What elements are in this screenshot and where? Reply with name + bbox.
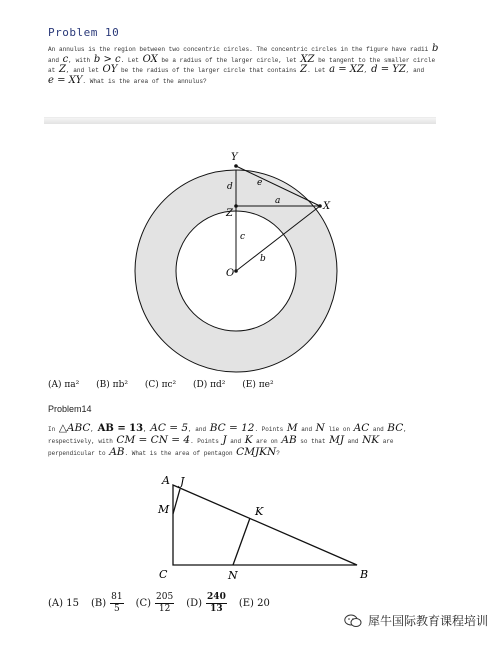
label-c: C [159,568,168,581]
choice-d[interactable]: (D) πd² [193,380,226,390]
math-expression: M [286,422,298,434]
text-line: and c, with b > c. Let OX be a radius of the larger circle, let XZ be tangent to the smaller circle [48,53,436,65]
label-o: O [226,268,235,279]
wechat-icon [344,614,362,628]
math-expression: AB [109,446,125,458]
math-expression: d = YZ [371,64,406,76]
math-expression: CM = CN = 4 [116,434,191,446]
choice-e[interactable]: (E) πe² [242,380,274,390]
choice-b[interactable]: (B) πb² [96,380,128,390]
triangle-figure [0,460,502,585]
fraction: $\frac{205}{12}$ [156,592,174,614]
label-y: Y [231,152,238,163]
label-x: X [323,201,331,212]
math-expression: K [244,434,253,446]
math-expression: J [222,434,227,446]
triangle-abc [173,485,357,565]
problem-14-choices [48,592,282,615]
label-b: b [260,254,266,264]
choice-a[interactable]: (A) 15 [48,598,79,609]
choice-a[interactable]: (A) πa² [48,380,80,390]
label-m: M [158,503,170,516]
math-expression: MJ [329,434,345,446]
choice-b[interactable]: (B) $\frac{81}{5}$ [90,592,123,614]
segment-mj [173,489,180,514]
label-b: B [360,568,369,581]
text-line: at Z, and let OY be the radius of the larger circle that contains Z. Let a = XZ, d = YZ, and [48,64,425,76]
choice-e[interactable]: (E) 20 [238,598,270,609]
label-n: N [228,569,238,582]
math-expression: Z [58,64,66,76]
problem-14-text [48,423,443,459]
fraction: $\frac{81}{5}$ [111,592,123,614]
math-expression: AC [353,422,370,434]
math-expression: AB = 13 [97,423,144,434]
choice-c[interactable]: (C) $\frac{205}{12}$ [135,592,174,614]
choice-d[interactable]: (D) $\frac{240}{13}$ [186,592,226,614]
math-expression: AB [281,434,297,446]
math-expression: BC = 12 [209,422,255,434]
problem-10-choices [48,380,288,390]
math-expression: AC = 5 [150,422,189,434]
problem-10-title: Problem 10 [48,26,120,39]
text-line: respectively, with CM = CN = 4. Points J and K are on AB so that MJ and NK are [48,434,394,446]
label-z: Z [226,208,233,219]
math-expression: c [62,53,69,65]
watermark-text: 犀牛国际教育课程培训 [368,614,489,628]
math-expression: a = XZ [329,64,364,76]
label-c: c [240,232,246,242]
math-expression: CMJKN [236,446,277,458]
label-d: d [227,182,233,192]
point-o [234,269,238,273]
math-expression: e = XY [48,74,83,86]
label-a: a [275,196,281,206]
text-line: An annulus is the region between two concentric circles. The concentric circles in the figure have radii b [48,43,439,54]
text-line: e = XY. What is the area of the annulus? [48,74,207,86]
label-k: K [255,505,264,518]
math-expression: △ABC [58,422,91,434]
math-expression: OY [102,64,118,76]
math-expression: XZ [300,53,315,65]
point-x [318,204,322,208]
math-expression: OX [142,53,158,65]
choice-c[interactable]: (C) πc² [144,380,177,390]
point-z [234,204,238,208]
math-expression: NK [362,434,380,446]
math-expression: b [431,43,439,54]
math-expression: BC [387,422,404,434]
point-y [234,164,238,168]
segment-nk [233,518,250,565]
text-line: In △ABC, AB = 13, AC = 5, and BC = 12. Points M and N lie on AC and BC, [48,422,407,434]
math-expression: b > c [93,53,121,65]
watermark [344,612,488,629]
label-e: e [257,178,263,188]
math-expression: Z [300,64,308,76]
fraction: $\frac{240}{13}$ [207,592,226,614]
label-j: J [180,475,185,488]
problem-14-title: Problem14 [48,404,92,414]
text-line: perpendicular to AB. What is the area of pentagon CMJKN? [48,446,280,458]
label-a: A [162,474,170,487]
math-expression: N [315,422,325,434]
